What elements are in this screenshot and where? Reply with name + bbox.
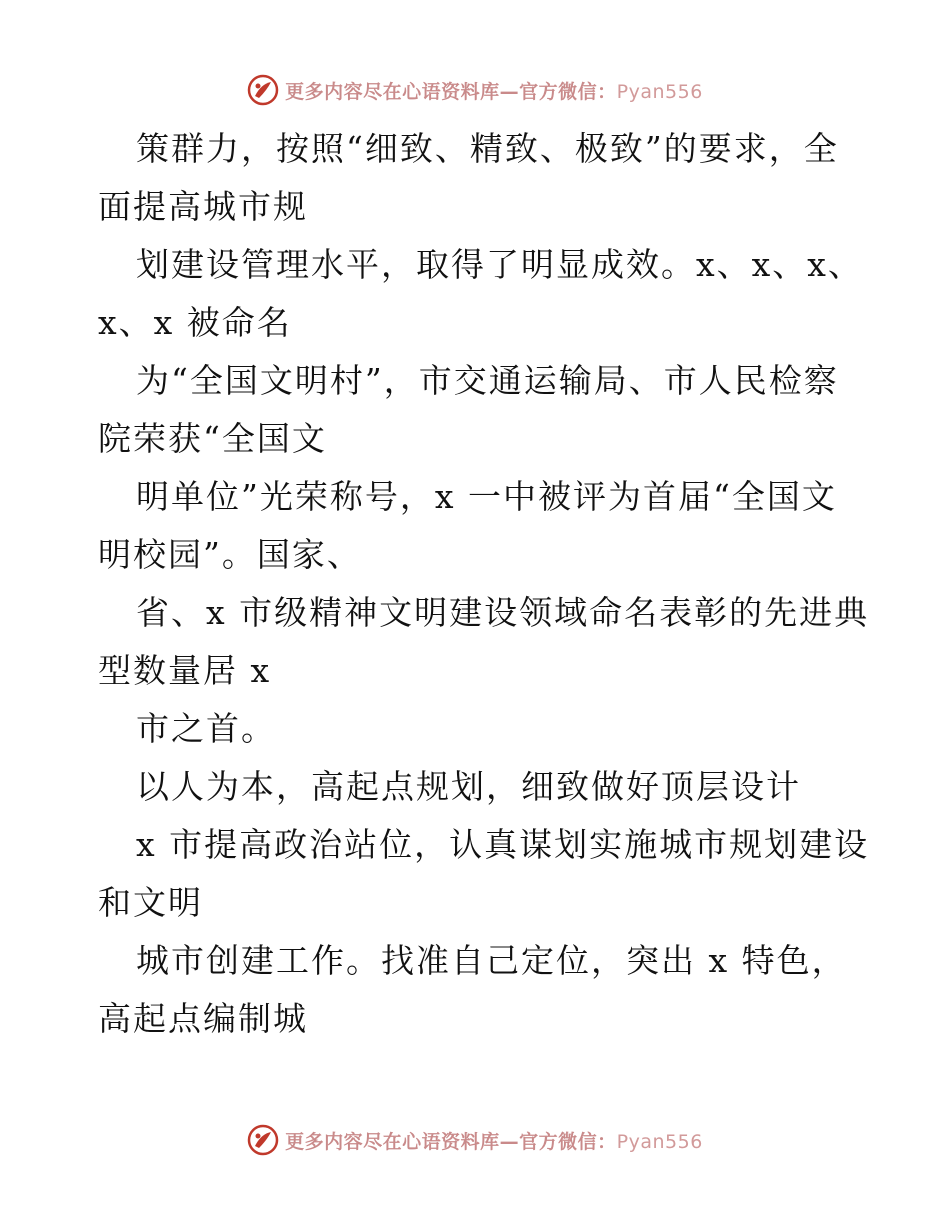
text-line: x 市提高政治站位，认真谋划实施城市规划建设 xyxy=(136,825,870,864)
watermark-text: 更多内容尽在心语资料库—官方微信：Pyan556 xyxy=(285,1130,703,1153)
text-line: x、x 被命名 xyxy=(98,303,292,342)
footer-watermark xyxy=(0,1120,950,1160)
text-line: 为“全国文明村”，市交通运输局、市人民检察 xyxy=(136,361,839,400)
brand-logo-icon xyxy=(247,1124,279,1156)
header-watermark xyxy=(0,70,950,110)
text-line: 明单位”光荣称号，x 一中被评为首届“全国文 xyxy=(136,477,837,516)
brand-logo-icon xyxy=(247,74,279,106)
text-line: 以人为本，高起点规划，细致做好顶层设计 xyxy=(136,767,801,806)
text-line: 市之首。 xyxy=(136,709,276,748)
text-line: 明校园”。国家、 xyxy=(98,535,362,574)
document-body xyxy=(98,120,870,1048)
text-line: 划建设管理水平，取得了明显成效。x、x、x、 xyxy=(136,245,863,284)
text-line: 型数量居 x xyxy=(98,651,272,690)
text-line: 省、x 市级精神文明建设领域命名表彰的先进典 xyxy=(136,593,870,632)
text-line: 面提高城市规 xyxy=(98,187,308,226)
text-line: 策群力，按照“细致、精致、极致”的要求，全 xyxy=(136,129,839,168)
text-line: 院荣获“全国文 xyxy=(98,419,327,458)
text-line: 和文明 xyxy=(98,883,203,922)
text-line: 高起点编制城 xyxy=(98,999,308,1038)
text-line: 城市创建工作。找准自己定位，突出 x 特色， xyxy=(136,941,847,980)
watermark-text: 更多内容尽在心语资料库—官方微信：Pyan556 xyxy=(285,80,703,103)
